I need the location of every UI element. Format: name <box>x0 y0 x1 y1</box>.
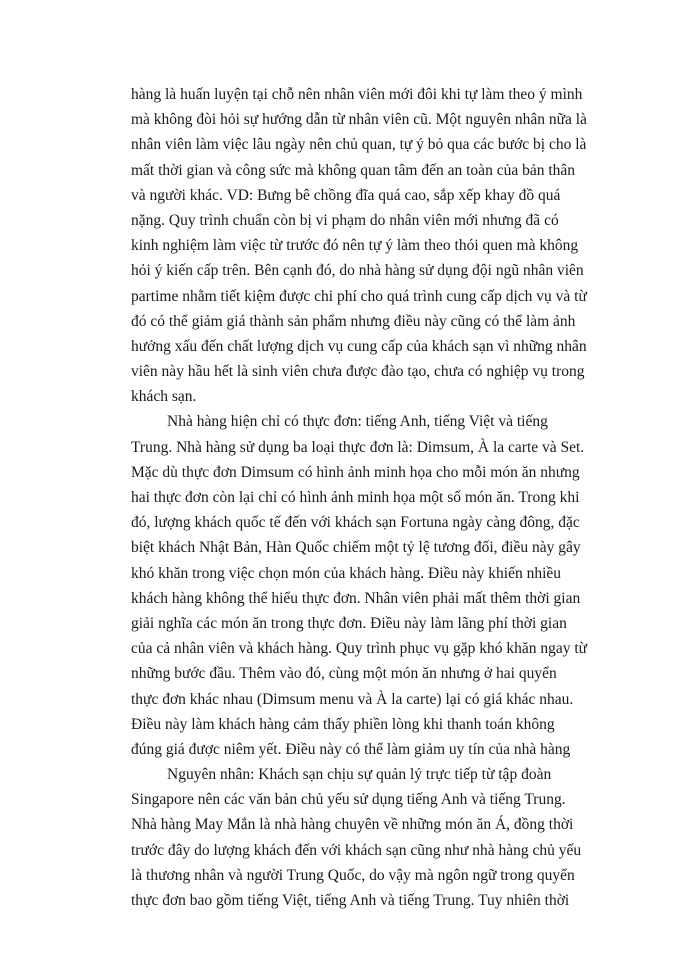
text-line: khách hàng không thể hiểu thực đơn. Nhân viên phải mất thêm thời gian <box>131 589 581 607</box>
text-line: mà không đòi hỏi sự hướng dẫn từ nhân viên cũ. Một nguyên nhân nữa là <box>131 111 587 129</box>
text-line: Mặc dù thực đơn Dimsum có hình ảnh minh họa cho mỗi món ăn nhưng <box>131 463 580 481</box>
text-line: mất thời gian và công sức mà không quan tâm đến an toàn của bản thân <box>131 161 576 179</box>
paragraph-staff-training <box>131 82 587 409</box>
text-line: viên này hầu hết là sinh viên chưa được đào tạo, chưa có nghiệp vụ trong <box>131 363 585 381</box>
text-line: hàng là huấn luyện tại chỗ nên nhân viên mới đôi khi tự làm theo ý mình <box>131 86 583 103</box>
text-line: Nhà hàng May Mắn là nhà hàng chuyên về những món ăn Á, đồng thời <box>131 816 574 834</box>
text-line: khó khăn trong việc chọn món của khách hàng. Điều này khiến nhiều <box>131 564 562 582</box>
text-line: kinh nghiệm làm việc từ trước đó nên tự ý làm theo thói quen mà không <box>131 237 579 255</box>
text-line: partime nhằm tiết kiệm được chi phí cho quá trình cung cấp dịch vụ và từ <box>131 287 587 305</box>
text-line: hỏi ý kiến cấp trên. Bên cạnh đó, do nhà hàng sử dụng đội ngũ nhân viên <box>131 262 584 280</box>
text-line: là thương nhân và người Trung Quốc, do vậy mà ngôn ngữ trong quyển <box>131 866 575 884</box>
text-line: Singapore nên các văn bản chủ yếu sử dụng tiếng Anh và tiếng Trung. <box>131 791 566 809</box>
text-line: hưởng xấu đến chất lượng dịch vụ cung cấp của khách sạn vì những nhân <box>131 337 587 355</box>
text-line: trước đây do lượng khách đến với khách sạn cũng như nhà hàng chủ yếu <box>131 841 582 859</box>
text-line: và người khác. VD: Bưng bê chồng đĩa quá cao, sắp xếp khay đồ quá <box>131 186 561 204</box>
text-line: đó, lượng khách quốc tế đến với khách sạn Fortuna ngày càng đông, đặc <box>131 514 580 532</box>
text-line: khách sạn. <box>131 388 197 406</box>
text-line-indented: Nhà hàng hiện chỉ có thực đơn: tiếng Anh, tiếng Việt và tiếng <box>167 413 548 431</box>
body-text <box>131 82 588 913</box>
text-line-indented: Nguyên nhân: Khách sạn chịu sự quản lý trực tiếp từ tập đoàn <box>167 766 552 784</box>
text-line: của cả nhân viên và khách hàng. Quy trình phục vụ gặp khó khăn ngay từ <box>131 640 588 658</box>
text-line: Điều này làm khách hàng cảm thấy phiền lòng khi thanh toán không <box>131 715 555 733</box>
text-line: hai thực đơn còn lại chỉ có hình ảnh minh họa một số món ăn. Trong khi <box>131 489 580 506</box>
text-line: nhân viên làm việc lâu ngày nên chủ quan, tự ý bỏ qua các bước bị cho là <box>131 136 587 154</box>
paragraph-menu-issues <box>131 409 588 762</box>
text-line: nặng. Quy trình chuẩn còn bị vi phạm do nhân viên mới nhưng đã có <box>131 211 559 229</box>
text-line: đúng giá được niêm yết. Điều này có thể làm giảm uy tín của nhà hàng <box>131 740 571 758</box>
text-line: đó có thể giảm giá thành sản phẩm nhưng điều này cũng có thể làm ảnh <box>131 312 576 330</box>
text-line: thực đơn bao gồm tiếng Việt, tiếng Anh và tiếng Trung. Tuy nhiên thời <box>131 892 570 909</box>
text-line: biệt khách Nhật Bản, Hàn Quốc chiếm một tỷ lệ tương đối, điều này gây <box>131 539 581 557</box>
text-line: giải nghĩa các món ăn trong thực đơn. Điều này làm lãng phí thời gian <box>131 614 567 632</box>
text-line: Trung. Nhà hàng sử dụng ba loại thực đơn là: Dimsum, À la carte và Set. <box>131 438 585 456</box>
text-line: những bước đầu. Thêm vào đó, cùng một món ăn nhưng ở hai quyển <box>131 665 557 683</box>
text-line: thực đơn khác nhau (Dimsum menu và À la carte) lại có giá khác nhau. <box>131 690 574 708</box>
paragraph-cause <box>131 762 582 913</box>
